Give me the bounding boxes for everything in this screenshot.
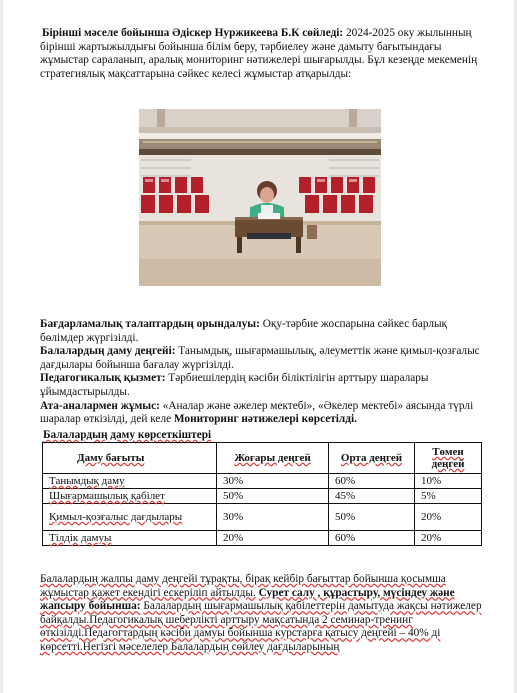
conclusion-part2: Балалардың шығармашылық қабілеттерін дамытуда жақсы нәтижелер байқалды.Педагогикалық шеберлікті арттыру мақсатында 2 семинар-тренинг өткізілді.Педагогтардың кәсіби дамуы бойынша курстарға қатысу деңгейі – 40% ді көрсетті.Негізгі мәселелер Балалардың сөйлеу дағдыларының xyxy=(40,600,482,653)
row-high: 20% xyxy=(217,531,329,546)
development-body: Танымдық, шығармашылық, әлеуметтік және қимыл-қозғалыс дағдылары бойынша бағалау жүргізілді. xyxy=(40,345,480,371)
header-direction: Даму бағыты xyxy=(43,443,217,474)
row-high: 30% xyxy=(217,504,329,531)
table-row xyxy=(43,474,482,489)
header-medium: Орта деңгей xyxy=(329,443,415,474)
intro-body: 2024-2025 оку жылынның бірінші жартыжылдығы бойынша білім беру, тәрбиелеу және дамыту бағытындағы жұмыстар сараланып, аралық мониторинг нәтижелері шығарылды. Бұл кезеңде мекеменің стратегиялық мақсаттарына сәйкес келесі жұмыстар атқарылды: xyxy=(40,27,478,80)
parents-tail: Мониторинг нәтижелері көрсетілді. xyxy=(173,413,357,426)
table-header-row xyxy=(43,443,482,474)
program-requirements-line xyxy=(40,318,480,345)
development-heading: Балалардың даму деңгейі: xyxy=(40,345,176,358)
row-low: 5% xyxy=(415,489,482,504)
pedagogical-body: Тәрбиешілердің кәсіби біліктілігін арттыру шаралары ұйымдастырылды. xyxy=(40,372,429,398)
row-label: Танымдық даму xyxy=(43,474,217,489)
row-medium: 45% xyxy=(329,489,415,504)
parents-body: «Аналар және әжелер мектебі», «Әкелер мектебі» аясында түрлі шаралар өткізілді, дей келе xyxy=(40,399,474,426)
row-label: Шығармашылық қабілет xyxy=(43,489,217,504)
table-row xyxy=(43,489,482,504)
intro-paragraph xyxy=(40,27,480,81)
conclusion-bold: Сурет салу , құрастыру, мүсіндеу және жапсыру бойынша: xyxy=(40,586,455,613)
pedagogical-heading: Педагогикалық қызмет: xyxy=(40,372,166,385)
conclusion-part1: Балалардың жалпы даму деңгейі тұрақты, бірақ кейбір бағыттар бойынша қосымша жұмыстар қажет екендігі ескеріліп айтылды. xyxy=(40,573,446,599)
header-low: Төмен деңгей xyxy=(415,443,482,474)
program-paragraphs xyxy=(40,318,480,427)
header-high: Жоғары деңгей xyxy=(217,443,329,474)
row-medium: 60% xyxy=(329,531,415,546)
row-high: 50% xyxy=(217,489,329,504)
child-development-line xyxy=(40,345,480,372)
parents-heading: Ата-аналармен жұмыс: xyxy=(40,399,160,412)
table-caption xyxy=(43,429,443,443)
pedagogical-activity-line xyxy=(40,372,480,399)
development-indicators-table xyxy=(42,442,482,546)
row-label: Тілдік дамуы xyxy=(43,531,217,546)
conclusion-paragraph xyxy=(40,573,485,655)
intro-heading: Бірінші мәселе бойынша Әдіскер Нуржикеева Б.К сөйледі: xyxy=(42,27,344,39)
table-row xyxy=(43,504,482,531)
row-medium: 50% xyxy=(329,504,415,531)
meeting-photo xyxy=(139,109,381,286)
table-caption-text: Балалардың даму көрсеткіштері xyxy=(43,429,212,441)
row-label: Қимыл-қозғалыс дағдылары xyxy=(43,504,217,531)
row-low: 20% xyxy=(415,531,482,546)
meeting-photo-image xyxy=(139,109,381,286)
row-high: 30% xyxy=(217,474,329,489)
row-low: 10% xyxy=(415,474,482,489)
parents-work-line xyxy=(40,400,480,427)
program-body: Оқу-тәрбие жоспарына сәйкес барлық бөлімдер жүргізілді. xyxy=(40,318,448,344)
program-heading: Бағдарламалық талаптардың орындалуы: xyxy=(40,318,260,330)
table-row xyxy=(43,531,482,546)
row-medium: 60% xyxy=(329,474,415,489)
row-low: 20% xyxy=(415,504,482,531)
left-margin-shade xyxy=(0,0,3,693)
